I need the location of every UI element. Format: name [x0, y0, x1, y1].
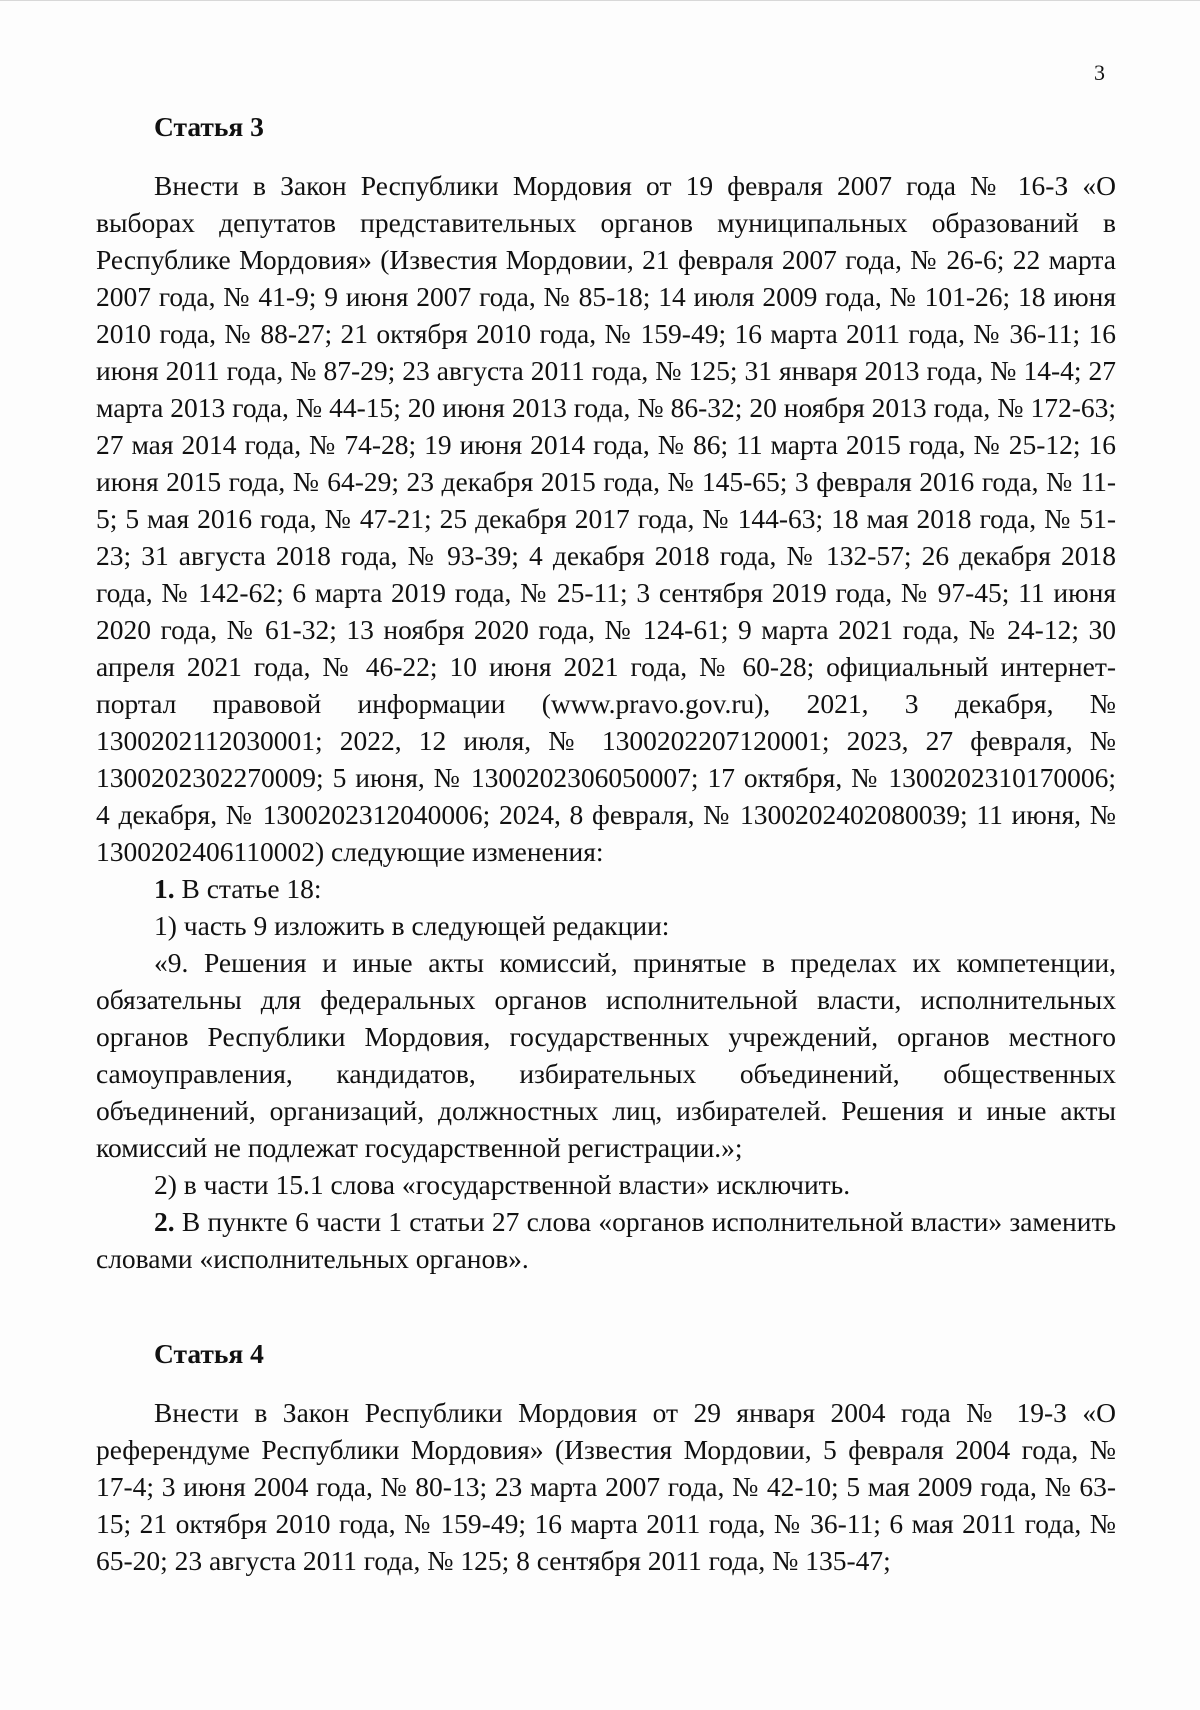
point-2-text: В пункте 6 части 1 статьи 27 слова «органов исполнительной власти» заменить словами «исполнительных органов».: [96, 1206, 1117, 1274]
point-1-text: В статье 18:: [181, 873, 322, 904]
article-4: [96, 1335, 1116, 1579]
scan-edge: [0, 0, 1200, 1]
article-3-heading: Статья 3: [154, 111, 264, 142]
point-1-number: 1.: [154, 873, 175, 904]
article-3-point-1: [96, 870, 1116, 907]
article-3: [96, 108, 1116, 1277]
article-3-point-2: [96, 1203, 1116, 1277]
article-4-heading: Статья 4: [154, 1338, 264, 1369]
section-gap: [96, 1277, 1116, 1335]
point-2-number: 2.: [154, 1206, 175, 1237]
article-3-intro: Внести в Закон Республики Мордовия от 19 февраля 2007 года № 16-З «О выборах депутатов представительных органов муниципальных образований в Республике Мордовия» (Известия Мордовии, 21 февраля 2007 года, № 26-6; 22 марта 2007 года, № 41-9; 9 июня 2007 года, № 85-18; 14 июля 2009 года, № 101-26; 18 июня 2010 года, № 88-27; 21 октября 2010 года, № 159-49; 16 марта 2011 года, № 36-11; 16 июня 2011 года, № 87-29; 23 августа 2011 года, № 125; 31 января 2013 года, № 14-4; 27 марта 2013 года, № 44-15; 20 июня 2013 года, № 86-32; 20 ноября 2013 года, № 172-63; 27 мая 2014 года, № 74-28; 19 июня 2014 года, № 86; 11 марта 2015 года, № 25-12; 16 июня 2015 года, № 64-29; 23 декабря 2015 года, № 145-65; 3 февраля 2016 года, № 11-5; 5 мая 2016 года, № 47-21; 25 декабря 2017 года, № 144-63; 18 мая 2018 года, № 51-23; 31 августа 2018 года, № 93-39; 4 декабря 2018 года, № 132-57; 26 декабря 2018 года, № 142-62; 6 марта 2019 года, № 25-11; 3 сентября 2019 года, № 97-45; 11 июня 2020 года, № 61-32; 13 ноября 2020 года, № 124-61; 9 марта 2021 года, № 24-12; 30 апреля 2021 года, № 46-22; 10 июня 2021 года, № 60-28; официальный интернет-портал правовой информации (www.pravo.gov.ru), 2021, 3 декабря, № 1300202112030001; 2022, 12 июля, № 1300202207120001; 2023, 27 февраля, № 1300202302270009; 5 июня, № 1300202306050007; 17 октября, № 1300202310170006; 4 декабря, № 1300202312040006; 2024, 8 февраля, № 1300202402080039; 11 июня, № 1300202406110002) следующие изменения:: [96, 170, 1116, 867]
article-3-subpoint-1: 1) часть 9 изложить в следующей редакции:: [154, 910, 670, 941]
page-number: 3: [1094, 60, 1105, 85]
article-4-intro: Внести в Закон Республики Мордовия от 29 января 2004 года № 19-З «О референдуме Республики Мордовия» (Известия Мордовии, 5 февраля 2004 года, № 17-4; 3 июня 2004 года, № 80-13; 23 марта 2007 года, № 42-10; 5 мая 2009 года, № 63-15; 21 октября 2010 года, № 159-49; 16 марта 2011 года, № 36-11; 6 мая 2011 года, № 65-20; 23 августа 2011 года, № 125; 8 сентября 2011 года, № 135-47;: [96, 1397, 1116, 1576]
article-3-quote: «9. Решения и иные акты комиссий, принятые в пределах их компетенции, обязательны для федеральных органов исполнительной власти, исполнительных органов Республики Мордовия, государственных учреждений, органов местного самоуправления, кандидатов, избирательных объединений, общественных объединений, организаций, должностных лиц, избирателей. Решения и иные акты комиссий не подлежат государственной регистрации.»;: [96, 947, 1116, 1163]
article-3-subpoint-2: 2) в части 15.1 слова «государственной власти» исключить.: [154, 1169, 851, 1200]
document-body: [96, 108, 1116, 1579]
